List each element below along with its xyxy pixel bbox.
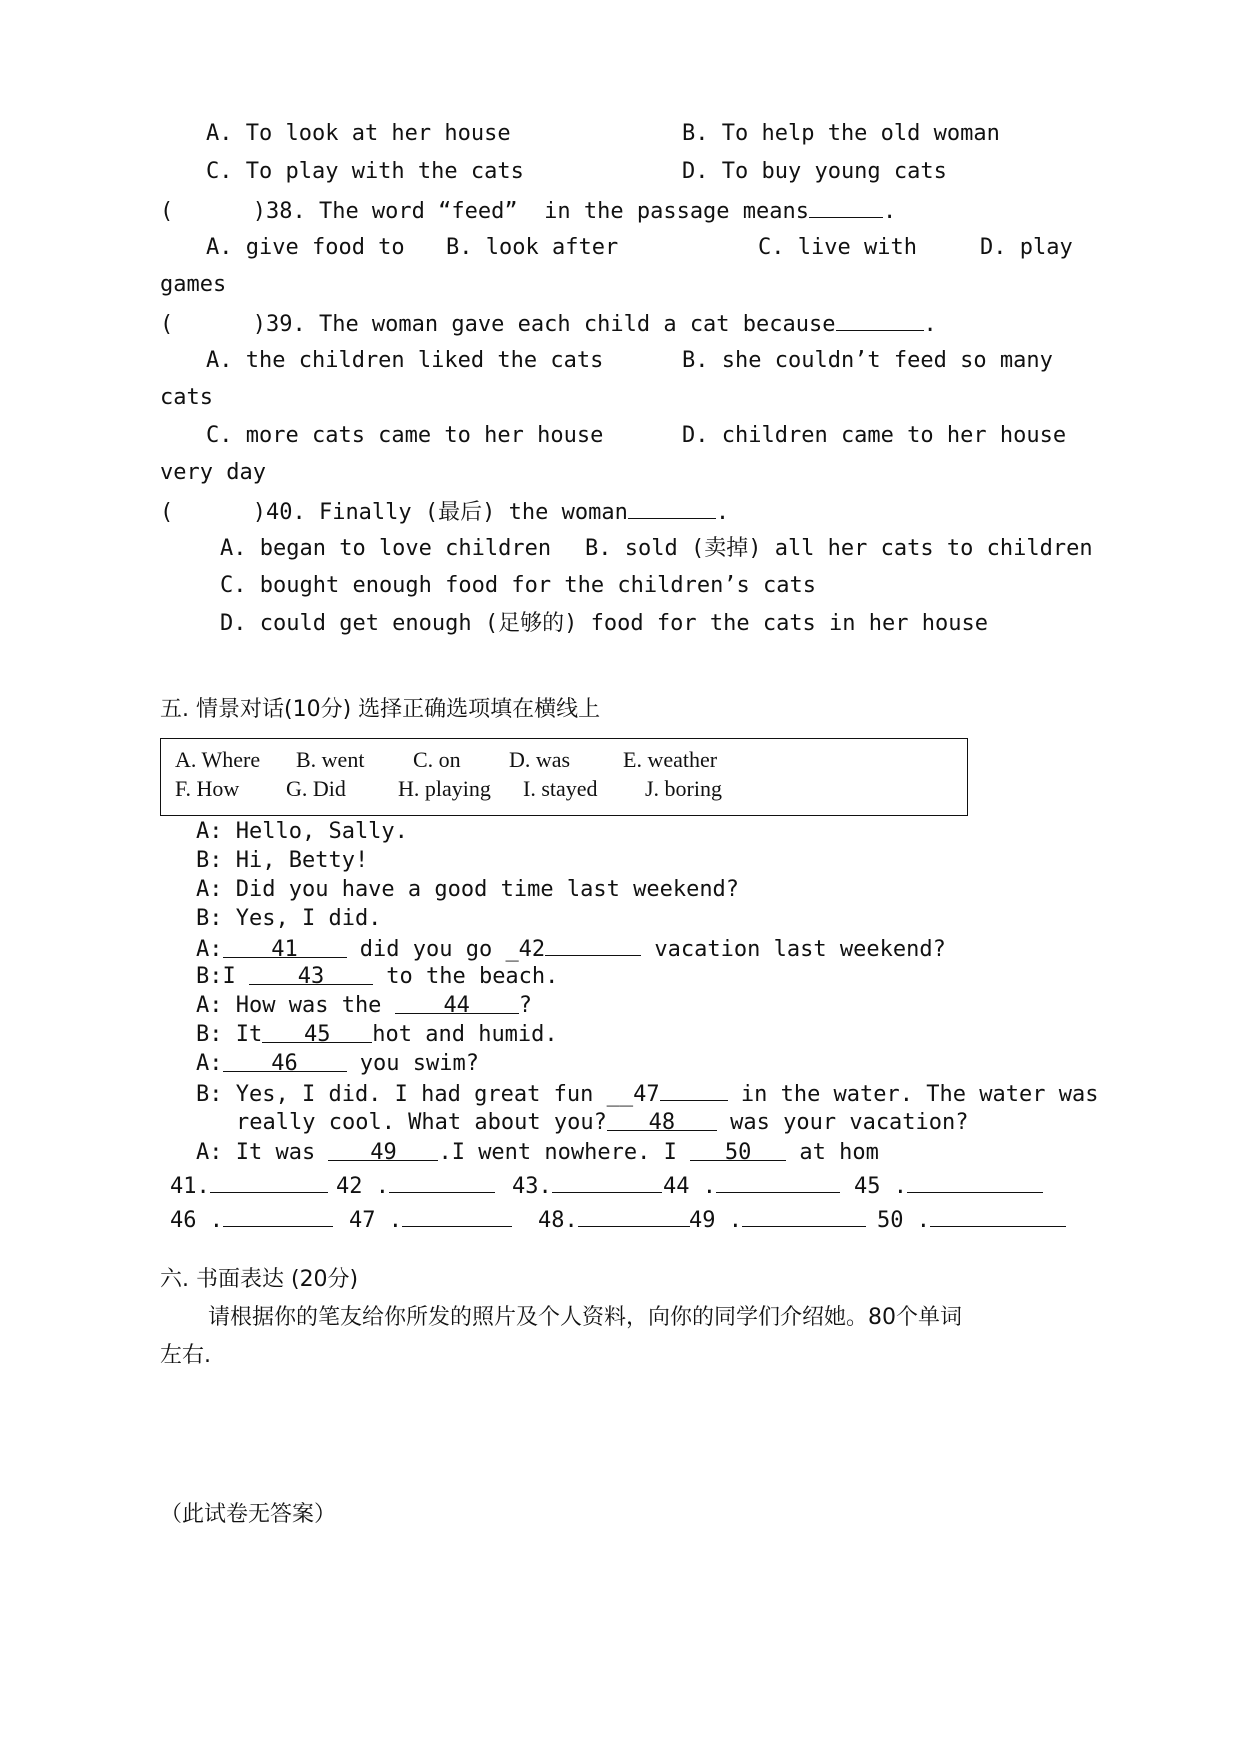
blank-46: 46: [223, 1051, 347, 1072]
answer-item: 44 .: [663, 1172, 840, 1200]
answer-blank: [628, 498, 716, 519]
q39-option-b-wrap: cats: [160, 385, 213, 410]
word-option: E. weather: [623, 747, 718, 772]
q38-option-c: C. live with: [758, 235, 917, 260]
dialogue-line: A: Hello, Sally.: [196, 819, 408, 844]
answer-item: 46 .: [170, 1206, 333, 1234]
question-38: ( )38. The word “feed” in the passage means .: [160, 199, 897, 224]
q37-option-a: A. To look at her house: [206, 121, 511, 146]
word-option: I. stayed: [523, 776, 598, 801]
dialogue-line: B:I 43 to the beach.: [196, 964, 559, 989]
section-6-prompt: 请根据你的笔友给你所发的照片及个人资料，向你的同学们介绍她。80个单词: [208, 1305, 962, 1330]
answer-line: [402, 1206, 512, 1227]
footer-note: （此试卷无答案）: [160, 1502, 337, 1527]
q39-option-a: A. the children liked the cats: [206, 348, 604, 373]
answer-line: [716, 1172, 840, 1193]
answer-item: 42 .: [336, 1172, 495, 1200]
answer-item: 47 .: [349, 1206, 512, 1234]
blank-45: 45: [262, 1022, 372, 1043]
q37-option-c: C. To play with the cats: [206, 159, 524, 184]
answer-item: 43.: [512, 1172, 662, 1200]
word-option: F. How: [175, 776, 240, 801]
answer-paren: ( ): [160, 199, 266, 224]
answer-item: 50 .: [877, 1206, 1066, 1234]
word-bank-box: [160, 738, 968, 816]
word-option: C. on: [413, 747, 461, 772]
word-option: B. went: [296, 747, 365, 772]
q39-option-d: D. children came to her house: [682, 423, 1067, 448]
q39-option-c: C. more cats came to her house: [206, 423, 604, 448]
answer-line: [930, 1206, 1066, 1227]
blank-50: 50: [690, 1140, 786, 1161]
dialogue-line: A: 41 did you go _42 vacation last weekend?: [196, 937, 946, 962]
answer-item: 45 .: [854, 1172, 1043, 1200]
question-stem: 38. The word “feed” in the passage means: [265, 199, 810, 224]
dialogue-line: A: How was the 44 ?: [196, 993, 532, 1018]
answer-item: 49 .: [689, 1206, 866, 1234]
question-stem: 39. The woman gave each child a cat because: [265, 312, 836, 337]
answer-item: 41.: [170, 1172, 328, 1200]
section-5-title: 五. 情景对话(10分) 选择正确选项填在横线上: [160, 697, 601, 722]
dialogue-line: A: It was 49 .I went nowhere. I 50 at hom: [196, 1140, 879, 1165]
section-6-prompt-wrap: 左右.: [160, 1343, 211, 1368]
q40-option-c: C. bought enough food for the children’s cats: [220, 573, 817, 598]
q38-option-d-wrap: games: [160, 272, 227, 297]
answer-line: [742, 1206, 866, 1227]
dialogue-line: B: Hi, Betty!: [196, 848, 369, 873]
question-stem: 40. Finally (最后) the woman: [265, 500, 628, 525]
word-option: D. was: [509, 747, 571, 772]
word-option: J. boring: [645, 776, 722, 801]
word-option: G. Did: [286, 776, 346, 801]
q40-option-d: D. could get enough (足够的) food for the cats in her house: [220, 611, 988, 636]
blank-49: 49: [328, 1140, 438, 1161]
dialogue-line: A: 46 you swim?: [196, 1051, 479, 1076]
q38-option-d: D. play: [980, 235, 1073, 260]
q37-option-d: D. To buy young cats: [682, 159, 947, 184]
q39-option-d-wrap: very day: [160, 460, 266, 485]
q39-option-b: B. she couldn’t feed so many: [682, 348, 1053, 373]
q37-option-b: B. To help the old woman: [682, 121, 1000, 146]
blank-41: 41: [223, 937, 347, 958]
answer-line: [578, 1206, 690, 1227]
q40-option-b: B. sold (卖掉) all her cats to children: [585, 536, 1093, 561]
answer-blank: [836, 310, 924, 331]
dialogue-line: B: It 45 hot and humid.: [196, 1022, 558, 1047]
answer-paren: ( ): [160, 500, 266, 525]
dialogue-line: B: Yes, I did. I had great fun __47 in the water. The water was: [196, 1082, 1099, 1107]
question-40: ( )40. Finally (最后) the woman .: [160, 500, 730, 525]
dialogue-line: really cool. What about you? 48 was your vacation?: [236, 1110, 969, 1135]
answer-line: [389, 1172, 495, 1193]
answer-item: 48.: [538, 1206, 690, 1234]
blank-44: 44: [395, 993, 519, 1014]
blank-42: [545, 935, 641, 956]
dialogue-line: A: Did you have a good time last weekend?: [196, 877, 740, 902]
dialogue-line: B: Yes, I did.: [196, 906, 382, 931]
blank-47: [660, 1080, 728, 1101]
blank-43: 43: [249, 964, 373, 985]
blank-48: 48: [607, 1110, 717, 1131]
question-39: ( )39. The woman gave each child a cat because .: [160, 312, 937, 337]
answer-line: [210, 1172, 328, 1193]
q38-option-b: B. look after: [446, 235, 619, 260]
word-option: A. Where: [175, 747, 261, 772]
answer-line: [223, 1206, 333, 1227]
answer-line: [907, 1172, 1043, 1193]
section-6-title: 六. 书面表达 (20分): [160, 1267, 359, 1292]
answer-blank: [809, 197, 883, 218]
word-option: H. playing: [398, 776, 491, 801]
answer-line: [552, 1172, 662, 1193]
q40-option-a: A. began to love children: [220, 536, 552, 561]
answer-paren: ( ): [160, 312, 266, 337]
q38-option-a: A. give food to: [206, 235, 405, 260]
